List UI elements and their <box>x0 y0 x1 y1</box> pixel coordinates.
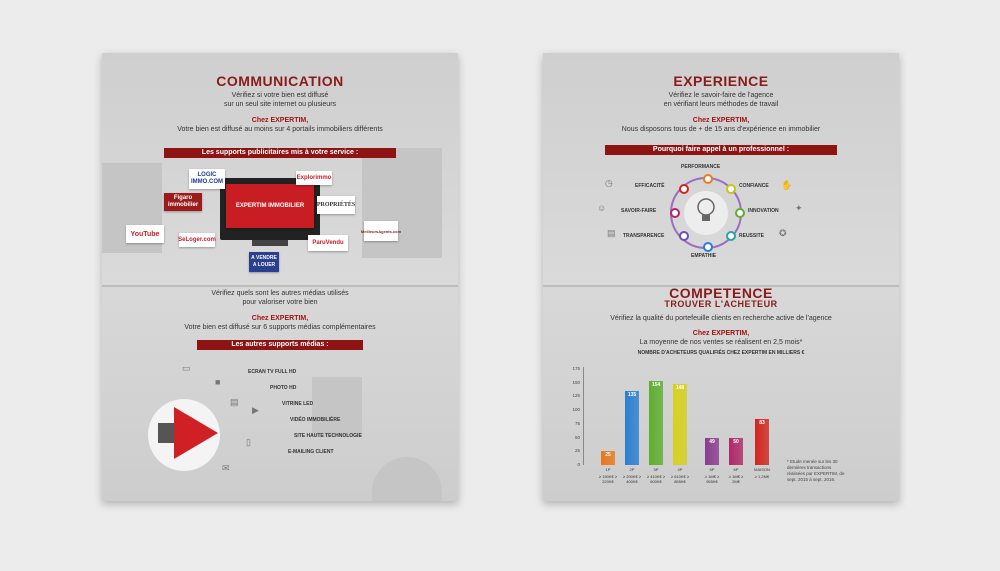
bar-value-label: 148 <box>675 384 685 391</box>
bar-6p <box>729 438 743 465</box>
y-tick-label: 0 <box>577 462 580 467</box>
skill-confiance: CONFIANCE <box>739 183 769 189</box>
competence-subtitle: TROUVER L'ACHETEUR <box>664 299 778 309</box>
skill-savoir-faire: SAVOIR-FAIRE <box>621 208 657 214</box>
video-icon: ▶ <box>252 405 259 415</box>
media-item-video: VIDÉO IMMOBILIÈRE <box>290 417 341 423</box>
left-flyer-page <box>102 53 458 501</box>
medias-section <box>102 287 458 501</box>
skill-performance: PERFORMANCE <box>681 164 721 170</box>
skill-dot <box>670 208 680 218</box>
background-building <box>312 377 362 437</box>
right-flyer-page <box>543 53 899 501</box>
competence-section <box>543 287 899 501</box>
range-label: ≥ 1,2M€ <box>754 474 770 479</box>
skill-empathie: EMPATHIE <box>691 253 717 259</box>
experience-title: EXPERIENCE <box>673 73 769 89</box>
skill-dot <box>735 208 745 218</box>
category-label: 5P <box>709 467 715 472</box>
category-label: 2P <box>629 467 635 472</box>
medias-intro-1: Vérifiez quels sont les autres médias utilisés <box>211 290 349 297</box>
communication-title: COMMUNICATION <box>216 73 344 89</box>
medias-band: Les autres supports médias : <box>197 340 363 350</box>
camera-icon: ■ <box>215 377 221 387</box>
chart-footnote: * Etude menée sur les 30 dernières transactions réalisées par EXPERTIM, de sept. 2015 à sept. 2016. <box>787 459 845 482</box>
category-label: MAISON <box>754 467 770 472</box>
bar-2p <box>625 391 639 465</box>
y-tick-label: 150 <box>572 379 580 385</box>
tv-icon: ▭ <box>182 363 191 373</box>
range-label: ≥ 610K€ ≥ 855K€ <box>670 474 690 484</box>
range-label: ≥ 200K€ ≥ 400K€ <box>622 474 642 484</box>
handshake-icon: ✋ <box>781 180 793 190</box>
skill-innovation: INNOVATION <box>748 208 779 214</box>
meilleursagents-logo: MeilleursAgents.com <box>364 221 398 241</box>
category-label: 4P <box>677 467 683 472</box>
media-item-tv: ECRAN TV FULL HD <box>248 369 297 375</box>
logicimmo-logo: LOGIC IMMO.COM <box>189 169 225 189</box>
shop-window-icon: ▤ <box>230 397 239 407</box>
monitor-stand <box>252 240 288 246</box>
skill-dot <box>679 231 689 241</box>
experience-intro-2: en vérifiant leurs méthodes de travail <box>663 101 779 108</box>
bar-value-label: 154 <box>651 381 661 388</box>
y-tick-label: 125 <box>572 393 580 399</box>
skills-center <box>684 191 728 235</box>
expertim-screen-logo: EXPERTIM IMMOBILIER <box>226 184 314 228</box>
chart-axis-line <box>583 367 584 465</box>
skill-reussite: REUSSITE <box>739 233 765 239</box>
medias-chez: Chez EXPERTIM, <box>251 315 309 322</box>
device-icon: ▯ <box>246 437 251 447</box>
communication-claim: Votre bien est diffusé au moins sur 4 portails immobiliers différents <box>177 126 383 133</box>
skill-dot <box>679 184 689 194</box>
bar-value-label: 49 <box>709 439 715 446</box>
bar-1p <box>601 451 615 465</box>
bar-5p <box>705 438 719 465</box>
competence-claim: La moyenne de nos ventes se réalisent en 2,5 mois* <box>639 339 803 346</box>
skill-dot <box>703 174 713 184</box>
media-item-photo: PHOTO HD <box>270 385 297 391</box>
skill-efficacite: EFFICACITÉ <box>635 183 665 189</box>
range-label: ≥ 410K€ ≥ 600K€ <box>646 474 666 484</box>
experience-band: Pourquoi faire appel à un professionnel : <box>605 145 837 155</box>
background-tree <box>372 457 442 501</box>
explorimmo-logo: Explorimmo <box>296 171 332 185</box>
megaphone-icon <box>174 407 218 459</box>
y-tick-label: 100 <box>572 407 580 413</box>
paruvendu-logo: ParuVendu <box>308 235 348 251</box>
monitor-icon <box>220 178 320 240</box>
y-tick-label: 75 <box>574 420 580 426</box>
competence-intro: Vérifiez la qualité du portefeuille clients en recherche active de l'agence <box>610 315 832 322</box>
media-item-led: VITRINE LED <box>282 401 314 407</box>
competence-title: COMPETENCE <box>669 285 773 301</box>
y-tick-label: 25 <box>574 448 580 454</box>
email-icon: ✉ <box>222 463 230 473</box>
category-label: 1P <box>605 467 611 472</box>
media-item-site: SITE HAUTE TECHNOLOGIE <box>294 433 362 439</box>
bar-value-label: 50 <box>733 438 739 445</box>
youtube-logo: YouTube <box>126 225 164 243</box>
award-icon: ✪ <box>779 228 787 238</box>
proprietes-logo: PROPRIÉTÉS <box>317 196 355 214</box>
category-label: 3P <box>653 467 659 472</box>
medias-intro-2: pour valoriser votre bien <box>242 299 318 306</box>
lightbulb-base <box>702 215 710 221</box>
experience-chez: Chez EXPERTIM, <box>692 117 750 124</box>
chart-title: NOMBRE D'ACHETEURS QUALIFIÉS CHEZ EXPERTIM EN MILLIERS € <box>637 350 805 356</box>
document-icon: ▤ <box>607 228 616 238</box>
skill-transparence: TRANSPARENCE <box>623 233 665 239</box>
bar-4p <box>673 384 687 465</box>
communication-chez: Chez EXPERTIM, <box>251 117 309 124</box>
experience-section <box>543 53 899 285</box>
bar-value-label: 135 <box>627 391 637 398</box>
experience-intro-1: Vérifiez le savoir-faire de l'agence <box>668 92 774 99</box>
medias-claim: Votre bien est diffusé sur 6 supports médias complémentaires <box>184 324 376 331</box>
skill-dot <box>726 231 736 241</box>
expert-icon: ☺ <box>597 203 607 213</box>
seloger-logo: SeLoger.com <box>179 233 215 247</box>
communication-section <box>102 53 458 285</box>
category-label: 6P <box>733 467 739 472</box>
skill-dot <box>726 184 736 194</box>
y-tick-label: 175 <box>572 366 580 371</box>
range-label: ≥ 150K€ ≥ 220K€ <box>598 474 618 484</box>
bulb-icon: ✦ <box>795 203 803 213</box>
background-building <box>362 148 442 258</box>
media-item-emailing: E-MAILING CLIENT <box>288 449 334 455</box>
bar-value-label: 25 <box>605 452 611 459</box>
range-label: ≥ 1M€ ≥ 955K€ <box>704 474 720 484</box>
range-label: ≥ 1M€ ≥ 2M€ <box>728 474 744 484</box>
communication-intro-2: sur un seul site internet ou plusieurs <box>223 101 337 108</box>
y-tick-label: 50 <box>574 434 580 440</box>
bar-value-label: 83 <box>759 420 765 427</box>
competence-chez: Chez EXPERTIM, <box>692 330 750 337</box>
skill-dot <box>703 242 713 252</box>
bar-maison <box>755 419 769 465</box>
bar-3p <box>649 381 663 465</box>
experience-claim: Nous disposons tous de + de 15 ans d'expérience en immobilier <box>621 126 821 133</box>
megaphone-handle <box>158 423 174 443</box>
communication-intro-1: Vérifiez si votre bien est diffusé <box>231 92 329 99</box>
a-vendre-a-louer-logo: A VENDRE A LOUER <box>249 252 279 272</box>
clock-icon: ◷ <box>605 178 613 188</box>
buyers-bar-chart <box>563 363 803 497</box>
figaro-immobilier-logo: Figaro immobilier <box>164 193 202 211</box>
communication-band: Les supports publicitaires mis à votre service : <box>164 148 396 158</box>
